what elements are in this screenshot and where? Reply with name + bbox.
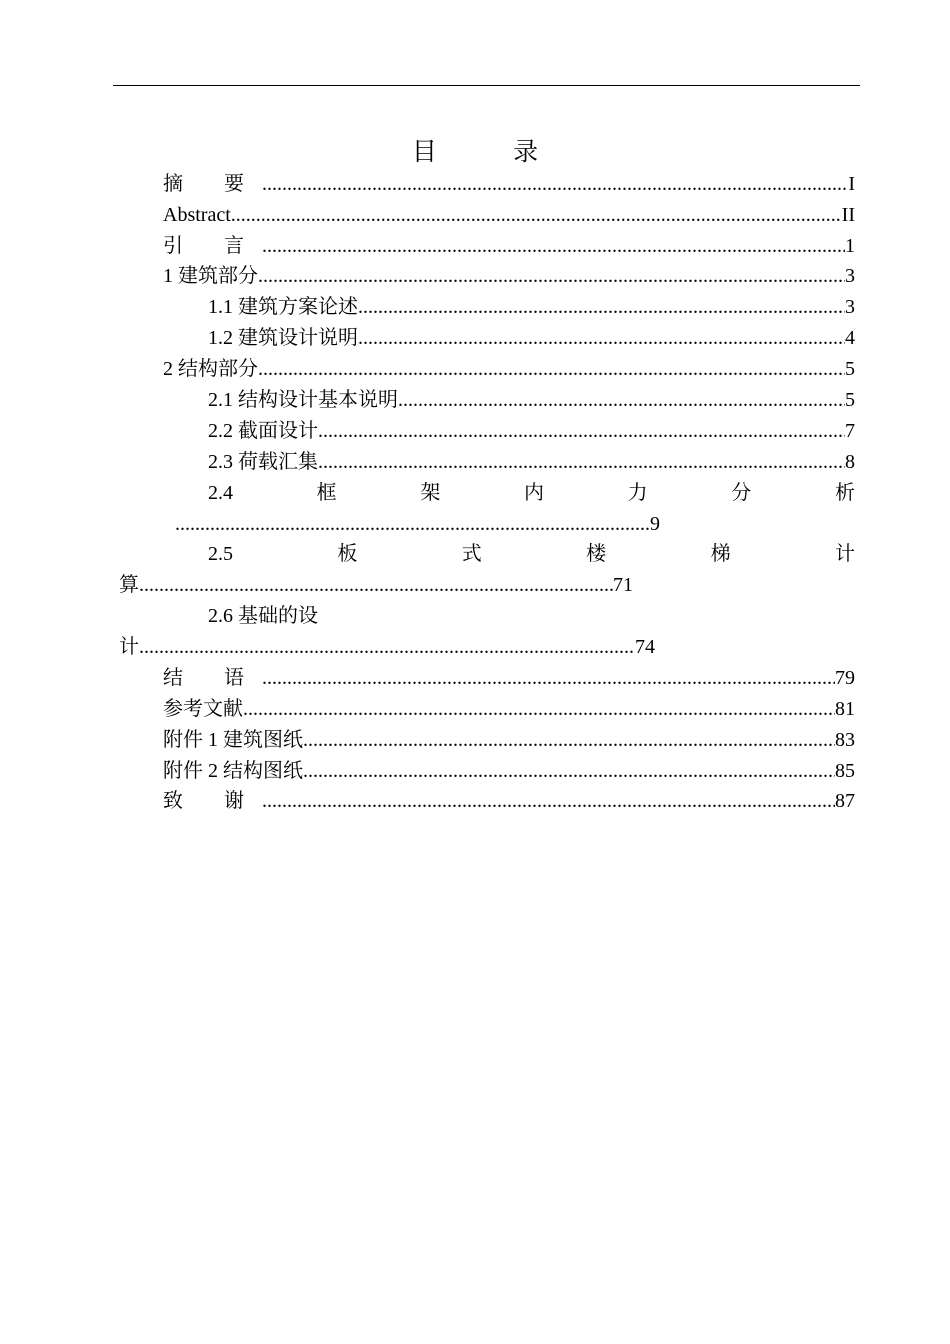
toc-leader <box>258 354 845 384</box>
toc-entry-2-6-continuation[interactable] <box>119 632 655 662</box>
toc-entry-number: 2.4 <box>208 482 233 504</box>
toc-entry-abstract-cn[interactable] <box>163 169 855 199</box>
toc-entry-label: 参考文献 <box>163 698 243 720</box>
toc-page-number: 74 <box>635 636 655 658</box>
toc-leader <box>303 756 835 786</box>
toc-entry-label: 1.1 建筑方案论述 <box>208 296 358 318</box>
toc-entry-wrap: 计 <box>119 636 139 658</box>
toc-entry-char: 式 <box>461 543 482 565</box>
toc-leader <box>303 725 835 755</box>
toc-leader <box>243 694 835 724</box>
toc-page-number: 7 <box>845 420 855 442</box>
toc-entry-abstract-en[interactable] <box>163 200 855 230</box>
toc-entry-label: 致 谢 <box>163 790 262 812</box>
toc-page-number: 1 <box>845 235 855 257</box>
toc-entry-char: 分 <box>731 482 752 504</box>
toc-leader <box>262 169 848 199</box>
toc-entry-1-1[interactable] <box>208 292 855 322</box>
toc-page-number: I <box>848 173 855 195</box>
toc-entry-label: 附件 2 结构图纸 <box>163 760 303 782</box>
toc-entry-char: 楼 <box>586 543 607 565</box>
toc-entry-acknowledgements[interactable] <box>163 786 855 816</box>
toc-entry-char: 析 <box>834 482 855 504</box>
toc-page-number: 5 <box>845 389 855 411</box>
toc-entry-char: 板 <box>337 543 358 565</box>
toc-leader <box>258 261 845 291</box>
toc-leader <box>318 416 845 446</box>
toc-leader <box>231 200 842 230</box>
toc-page-number: 3 <box>845 265 855 287</box>
toc-entry-introduction[interactable] <box>163 231 855 261</box>
toc-leader <box>262 663 835 693</box>
toc-entry-label: 引 言 <box>163 235 262 257</box>
toc-page-number: 85 <box>835 760 855 782</box>
toc-entry-2-6[interactable] <box>208 601 855 631</box>
toc-entry-label: 附件 1 建筑图纸 <box>163 729 303 751</box>
toc-page-number: 87 <box>835 790 855 812</box>
header-rule <box>113 85 860 86</box>
toc-page-number: 81 <box>835 698 855 720</box>
toc-entry-appendix-1[interactable] <box>163 725 855 755</box>
toc-page-number: 9 <box>650 513 660 535</box>
toc-entry-structure[interactable] <box>163 354 855 384</box>
toc-entry-1-2[interactable] <box>208 323 855 353</box>
toc-entry-label: Abstract <box>163 204 231 226</box>
toc-leader <box>398 385 845 415</box>
toc-page-number: 4 <box>845 327 855 349</box>
toc-entry-2-5[interactable] <box>208 539 855 569</box>
toc-leader <box>262 786 835 816</box>
toc-entry-2-4-continuation[interactable] <box>175 509 660 539</box>
toc-entry-references[interactable] <box>163 694 855 724</box>
toc-leader <box>318 447 845 477</box>
toc-entry-char: 架 <box>420 482 441 504</box>
toc-page-number: 3 <box>845 296 855 318</box>
toc-entry-label: 结 语 <box>163 667 262 689</box>
toc-entry-char: 梯 <box>710 543 731 565</box>
toc-entry-architecture[interactable] <box>163 261 855 291</box>
toc-entry-2-1[interactable] <box>208 385 855 415</box>
toc-entry-2-4[interactable] <box>208 478 855 508</box>
toc-entry-wrap: 算 <box>119 574 139 596</box>
toc-entry-char: 内 <box>523 482 544 504</box>
toc-page-number: 79 <box>835 667 855 689</box>
toc-entry-char: 框 <box>316 482 337 504</box>
toc-page-number: II <box>841 204 855 226</box>
toc-entry-label: 2.3 荷载汇集 <box>208 451 318 473</box>
toc-entry-2-3[interactable] <box>208 447 855 477</box>
toc-entry-label: 1 建筑部分 <box>163 265 258 287</box>
toc-entry-char: 计 <box>834 543 855 565</box>
toc-leader <box>139 632 635 662</box>
toc-entry-number: 2.5 <box>208 543 233 565</box>
toc-leader <box>358 323 845 353</box>
toc-entry-appendix-2[interactable] <box>163 756 855 786</box>
toc-entry-2-5-continuation[interactable] <box>119 570 633 600</box>
toc-entry-label: 2.2 截面设计 <box>208 420 318 442</box>
page-title: 目 录 <box>411 139 574 166</box>
toc-entry-label: 2.6 基础的设 <box>208 605 318 627</box>
toc-page-number: 83 <box>835 729 855 751</box>
toc-entry-conclusion[interactable] <box>163 663 855 693</box>
toc-page-number: 8 <box>845 451 855 473</box>
toc-entry-label: 2 结构部分 <box>163 358 258 380</box>
toc-entry-label: 摘 要 <box>163 173 262 195</box>
toc-entry-label: 2.1 结构设计基本说明 <box>208 389 398 411</box>
toc-entry-label: 1.2 建筑设计说明 <box>208 327 358 349</box>
toc-leader <box>262 231 845 261</box>
toc-page-number: 5 <box>845 358 855 380</box>
toc-leader <box>139 570 613 600</box>
toc-page-number: 71 <box>613 574 633 596</box>
toc-entry-2-2[interactable] <box>208 416 855 446</box>
toc-leader <box>358 292 845 322</box>
toc-entry-char: 力 <box>627 482 648 504</box>
toc-leader <box>175 509 650 539</box>
